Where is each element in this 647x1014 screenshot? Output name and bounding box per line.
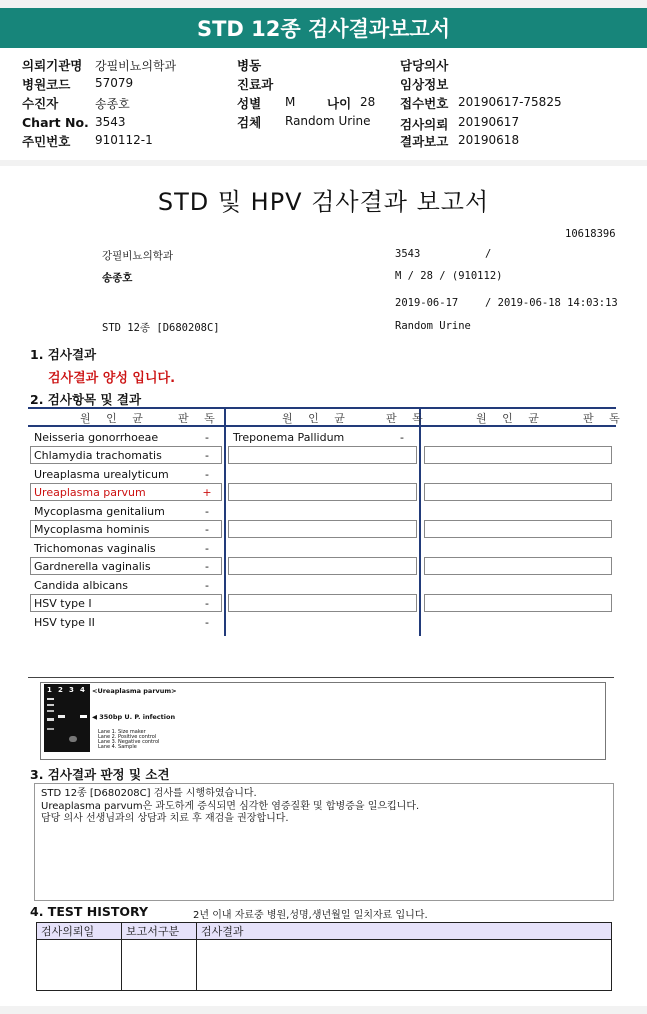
empty-row-box: [228, 446, 417, 464]
report-test-name: STD 12종 [D680208C]: [102, 322, 220, 334]
table-divider-1: [224, 407, 226, 636]
gel-image: [44, 684, 90, 752]
lane-number: 4: [80, 686, 85, 694]
chart-no-label: Chart No.: [22, 115, 89, 130]
ward-label: 병동: [237, 58, 262, 73]
section3-heading: 3. 검사결과 판정 및 소견: [30, 767, 170, 782]
gel-legend-item: Lane 1. Size maker: [98, 729, 146, 735]
section1-heading: 1. 검사결과: [30, 347, 97, 362]
request-date-label: 검사의뢰: [400, 117, 449, 132]
col1-organism-header: 원 인 균: [80, 412, 149, 425]
lane-number: 2: [58, 686, 63, 694]
organism-name: Trichomonas vaginalis: [34, 542, 156, 555]
col1-result-header: 판 독: [178, 412, 221, 425]
history-cell: [197, 940, 612, 991]
opinion-box: [34, 783, 614, 901]
organism-name: Treponema Pallidum: [233, 431, 345, 444]
accession-label: 접수번호: [400, 96, 449, 111]
report-chart: 3543: [395, 248, 421, 260]
specimen-label: 검체: [237, 115, 262, 130]
request-date-value: 20190617: [458, 115, 520, 129]
gel-legend-item: Lane 3. Negative control: [98, 739, 160, 745]
result-summary: 검사결과 양성 입니다.: [48, 371, 176, 386]
organism-result: -: [205, 431, 209, 444]
organism-result: -: [205, 542, 209, 555]
gel-ladder-band: [47, 698, 54, 700]
empty-row-box: [424, 557, 612, 575]
department-label: 진료과: [237, 77, 274, 92]
organism-name: HSV type I: [34, 597, 92, 610]
report-date-value: 20190618: [458, 133, 520, 147]
age-value: 28: [360, 95, 376, 109]
table-row: [37, 940, 612, 991]
section2-heading: 2. 검사항목 및 결과: [30, 392, 142, 407]
report-patient: 송종호: [102, 272, 133, 284]
hospital-code-value: 57079: [95, 76, 134, 90]
gel-band: [58, 715, 65, 718]
history-col-header: 검사의뢰일: [37, 923, 122, 940]
organism-result-positive: +: [202, 486, 212, 499]
organism-name: Gardnerella vaginalis: [34, 560, 151, 573]
history-cell: [122, 940, 197, 991]
history-header-row: [37, 923, 612, 940]
gel-legend-item: Lane 2. Positive control: [98, 734, 157, 740]
lane-number: 3: [69, 686, 74, 694]
report-hospital: 강필비뇨의학과: [102, 250, 174, 262]
organism-result: -: [205, 449, 209, 462]
organism-result: -: [205, 468, 209, 481]
empty-row-box: [228, 594, 417, 612]
history-col-header: 보고서구분: [122, 923, 197, 940]
col2-organism-header: 원 인 균: [282, 412, 351, 425]
col2-result-header: 판 독: [386, 412, 429, 425]
lane-number: 1: [47, 686, 52, 694]
organism-name: Chlamydia trachomatis: [34, 449, 162, 462]
accession-value: 20190617-75825: [458, 95, 562, 109]
report-id: 10618396: [565, 228, 616, 240]
history-note: 2년 이내 자료중 병원,성명,생년월일 일치자료 입니다.: [193, 910, 428, 921]
organism-name: Ureaplasma urealyticum: [34, 468, 169, 481]
gel-band-label: ◀ 350bp U. P. infection: [92, 713, 176, 721]
empty-row-box: [424, 446, 612, 464]
gel-band: [80, 715, 87, 718]
table-divider-2: [419, 407, 421, 636]
chart-no-value: 3543: [95, 115, 126, 129]
organism-result: -: [205, 616, 209, 629]
gel-legend-item: Lane 4. Sample: [98, 744, 137, 750]
col3-organism-header: 원 인 균: [476, 412, 545, 425]
history-col-header: 검사결과: [197, 923, 612, 940]
gel-title: <Ureaplasma parvum>: [92, 687, 177, 695]
organism-result: -: [205, 505, 209, 518]
gel-band: [69, 736, 77, 742]
opinion-line: STD 12종 [D680208C] 검사를 시행하였습니다.: [41, 788, 257, 799]
report-chart-sep: /: [485, 248, 492, 260]
organism-name-positive: Ureaplasma parvum: [34, 486, 146, 499]
age-label: 나이: [327, 96, 352, 111]
gel-ladder-band: [47, 728, 54, 730]
empty-row-box: [228, 483, 417, 501]
report-specimen: Random Urine: [395, 320, 471, 332]
organism-result: -: [205, 579, 209, 592]
organism-name: HSV type II: [34, 616, 95, 629]
resident-no-value: 910112-1: [95, 133, 153, 147]
hospital-code-label: 병원코드: [22, 77, 71, 92]
empty-row-box: [424, 594, 612, 612]
hospital-name-value: 강필비뇨의학과: [95, 59, 177, 73]
hospital-name-label: 의뢰기관명: [22, 58, 83, 73]
gel-top-rule: [28, 677, 614, 678]
gel-ladder-band: [47, 718, 54, 721]
organism-result: -: [205, 523, 209, 536]
empty-row-box: [228, 557, 417, 575]
table-top-rule: [28, 407, 616, 409]
history-cell: [37, 940, 122, 991]
clinical-info-label: 임상정보: [400, 77, 449, 92]
report-date-label: 결과보고: [400, 134, 449, 149]
report-sex-age: M / 28 / (910112): [395, 270, 503, 282]
empty-row-box: [228, 520, 417, 538]
gel-ladder-band: [47, 704, 54, 706]
report-title: STD 및 HPV 검사결과 보고서: [157, 188, 490, 216]
empty-row-box: [424, 483, 612, 501]
doctor-label: 담당의사: [400, 58, 449, 73]
organism-name: Candida albicans: [34, 579, 128, 592]
specimen-value: Random Urine: [285, 114, 371, 128]
report-header-title: STD 12종 검사결과보고서: [196, 17, 450, 41]
resident-no-label: 주민번호: [22, 134, 71, 149]
sex-value: M: [285, 95, 296, 109]
col3-result-header: 판 독: [583, 412, 626, 425]
report-received: 2019-06-17: [395, 297, 459, 309]
organism-result: -: [205, 597, 209, 610]
section4-heading: 4. TEST HISTORY: [30, 904, 149, 919]
organism-name: Mycoplasma hominis: [34, 523, 150, 536]
opinion-line: 담당 의사 선생님과의 상담과 치료 후 재검을 권장합니다.: [41, 813, 289, 824]
patient-value: 송종호: [95, 97, 130, 111]
report-header: [0, 8, 647, 48]
empty-row-box: [424, 520, 612, 538]
organism-name: Mycoplasma genitalium: [34, 505, 165, 518]
report-reported: / 2019-06-18 14:03:13: [485, 297, 618, 309]
opinion-line: Ureaplasma parvum은 과도하게 증식되면 심각한 염증질환 및 합병증을 일으킵니다.: [41, 800, 420, 812]
patient-label: 수진자: [22, 96, 59, 111]
history-table: [36, 922, 612, 991]
organism-result: -: [205, 560, 209, 573]
sex-label: 성별: [237, 96, 262, 111]
gel-ladder-band: [47, 710, 54, 712]
organism-result: -: [400, 431, 404, 444]
organism-name: Neisseria gonorrhoeae: [34, 431, 159, 444]
